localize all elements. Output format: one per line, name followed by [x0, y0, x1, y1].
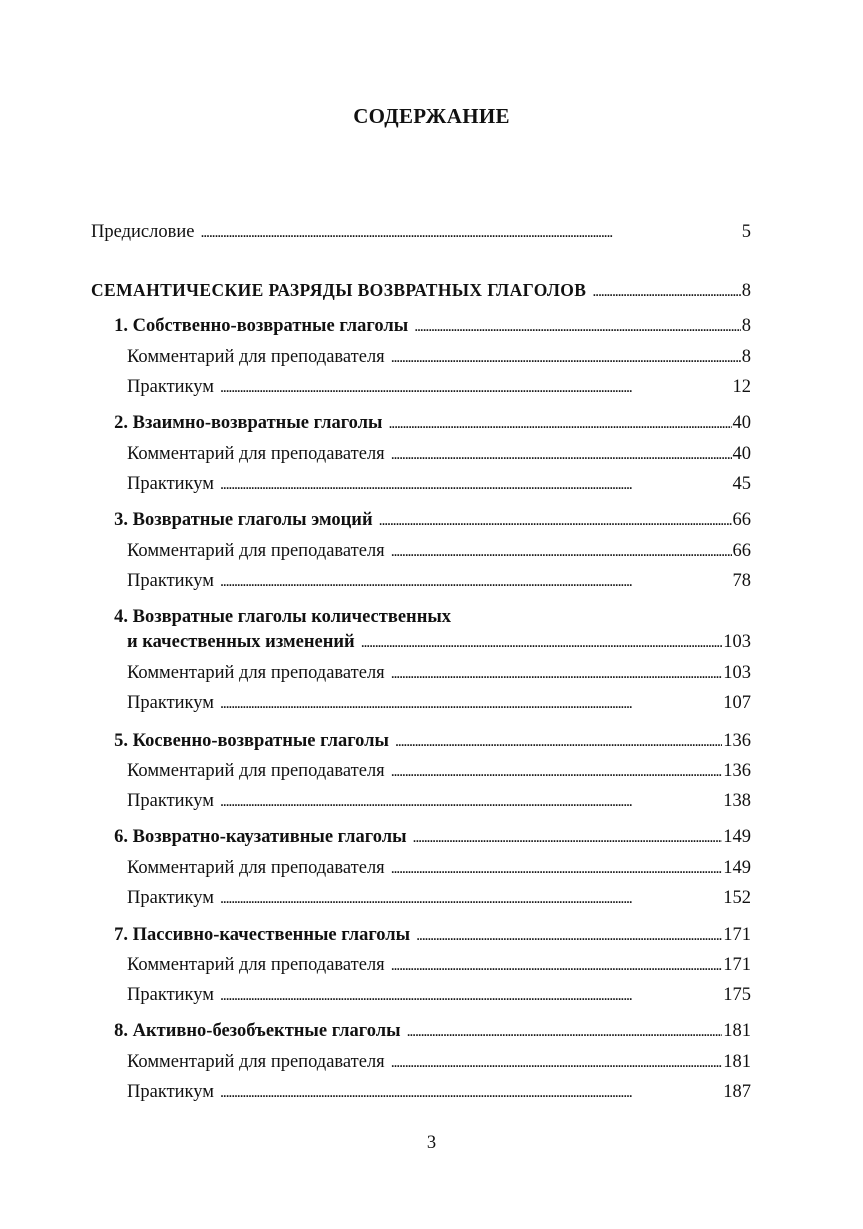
toc-entry-page: 175 — [723, 985, 751, 1005]
toc-subentry-label: Практикум — [127, 571, 214, 591]
leader-dots — [220, 569, 732, 594]
leader-dots — [391, 661, 723, 686]
toc-subentry-label: Практикум — [127, 888, 214, 908]
toc-entry-page: 138 — [723, 791, 751, 811]
leader-dots — [391, 856, 723, 881]
toc-section-2[interactable] — [92, 411, 751, 436]
leader-dots — [414, 314, 741, 339]
leader-dots — [391, 539, 732, 564]
section-number: 4. — [114, 607, 128, 627]
toc-entry-page: 8 — [741, 316, 751, 336]
toc-section-label — [92, 411, 388, 435]
toc-entry-page: 5 — [741, 222, 751, 242]
leader-dots — [413, 825, 723, 850]
toc-subentry-practice[interactable] — [127, 983, 751, 1008]
leader-dots — [361, 630, 723, 655]
toc-entry-preface[interactable] — [91, 220, 751, 245]
toc-subentry-practice[interactable] — [127, 691, 751, 716]
leader-dots — [220, 789, 722, 814]
toc-subentry-label: Комментарий для преподавателя — [127, 1052, 385, 1072]
toc-entry-page: 8 — [741, 347, 751, 367]
toc-entry-page: 103 — [723, 663, 751, 683]
toc-section-label — [92, 923, 416, 947]
toc-subentry-label: Практикум — [127, 985, 214, 1005]
leader-dots — [220, 472, 732, 497]
toc-part-label: СЕМАНТИЧЕСКИЕ РАЗРЯДЫ ВОЗВРАТНЫХ ГЛАГОЛОВ — [91, 280, 587, 300]
toc-entry-page: 152 — [723, 888, 751, 908]
toc-subentry-label: Комментарий для преподавателя — [127, 761, 385, 781]
section-title: Возвратно-каузативные глаголы — [132, 827, 407, 847]
toc-subentry-comment[interactable] — [127, 661, 751, 686]
toc-section-6[interactable] — [92, 825, 751, 850]
toc-entry-page: 66 — [732, 541, 751, 561]
leader-dots — [388, 411, 731, 436]
leader-dots — [220, 886, 722, 911]
leader-dots — [220, 983, 722, 1008]
toc-subentry-label: Комментарий для преподавателя — [127, 663, 385, 683]
toc-section-label — [92, 825, 413, 849]
section-number: 5. — [114, 731, 128, 751]
section-number: 8. — [114, 1021, 128, 1041]
toc-section-3[interactable] — [92, 508, 751, 533]
toc-entry-part[interactable] — [91, 278, 751, 304]
toc-entry-page: 149 — [723, 827, 751, 847]
section-number: 2. — [114, 413, 128, 433]
toc-entry-page: 107 — [723, 693, 751, 713]
toc-subentry-label: Комментарий для преподавателя — [127, 858, 385, 878]
toc-section-4[interactable] — [127, 630, 751, 655]
leader-dots — [220, 375, 732, 400]
toc-entry-page: 103 — [723, 632, 751, 652]
toc-section-label — [92, 508, 379, 532]
leader-dots — [220, 1080, 722, 1105]
toc-subentry-practice[interactable] — [127, 375, 751, 400]
toc-entry-page: 12 — [732, 377, 751, 397]
toc-entry-page: 136 — [723, 731, 751, 751]
leader-dots — [407, 1019, 723, 1044]
section-number: 1. — [114, 316, 128, 336]
toc-entry-page: 181 — [723, 1052, 751, 1072]
leader-dots — [592, 279, 740, 304]
toc-entry-page: 66 — [732, 510, 751, 530]
toc-entry-page: 45 — [732, 474, 751, 494]
leader-dots — [391, 1050, 723, 1075]
toc-subentry-practice[interactable] — [127, 569, 751, 594]
toc-entry-page: 171 — [723, 925, 751, 945]
toc-subentry-label: Практикум — [127, 791, 214, 811]
toc-entry-page: 40 — [732, 444, 751, 464]
leader-dots — [391, 759, 723, 784]
toc-section-8[interactable] — [92, 1019, 751, 1044]
toc-subentry-label: Практикум — [127, 377, 214, 397]
leader-dots — [391, 442, 732, 467]
toc-section-4-line1[interactable] — [92, 605, 451, 629]
section-number: 3. — [114, 510, 128, 530]
toc-entry-page: 149 — [723, 858, 751, 878]
toc-subentry-comment[interactable] — [127, 345, 751, 370]
toc-subentry-label: Практикум — [127, 693, 214, 713]
toc-subentry-practice[interactable] — [127, 886, 751, 911]
leader-dots — [200, 220, 740, 245]
toc-section-label — [92, 314, 414, 338]
toc-entry-label: Предисловие — [91, 222, 195, 242]
section-title: Возвратные глаголы эмоций — [132, 510, 373, 530]
toc-entry-page: 187 — [723, 1082, 751, 1102]
toc-subentry-comment[interactable] — [127, 539, 751, 564]
toc-subentry-label: Комментарий для преподавателя — [127, 541, 385, 561]
section-title: Косвенно-возвратные глаголы — [132, 731, 389, 751]
section-title: Активно-безобъектные глаголы — [132, 1021, 401, 1041]
leader-dots — [395, 729, 722, 754]
toc-entry-page: 136 — [723, 761, 751, 781]
page-title: СОДЕРЖАНИЕ — [353, 104, 510, 128]
toc-section-label — [92, 729, 395, 753]
toc-subentry-practice[interactable] — [127, 1080, 751, 1105]
section-number: 6. — [114, 827, 128, 847]
toc-subentry-label: Практикум — [127, 1082, 214, 1102]
leader-dots — [379, 508, 732, 533]
section-title: Пассивно-качественные глаголы — [132, 925, 411, 945]
page-number: 3 — [426, 1133, 437, 1153]
toc-section-label — [92, 1019, 407, 1043]
toc-entry-page: 40 — [732, 413, 751, 433]
toc-subentry-label: Комментарий для преподавателя — [127, 444, 385, 464]
leader-dots — [391, 345, 741, 370]
section-title-line1: Возвратные глаголы количественных — [132, 607, 452, 627]
toc-subentry-comment[interactable] — [127, 442, 751, 467]
leader-dots — [220, 691, 722, 716]
toc-entry-page: 78 — [732, 571, 751, 591]
toc-entry-page: 171 — [723, 955, 751, 975]
toc-section-1[interactable] — [92, 314, 751, 339]
toc-subentry-practice[interactable] — [127, 472, 751, 497]
toc-subentry-label: Комментарий для преподавателя — [127, 347, 385, 367]
leader-dots — [391, 953, 723, 978]
section-title: Собственно-возвратные глаголы — [132, 316, 409, 336]
toc-subentry-comment[interactable] — [127, 1050, 751, 1075]
toc-subentry-label: Практикум — [127, 474, 214, 494]
toc-subentry-practice[interactable] — [127, 789, 751, 814]
toc-entry-page: 181 — [723, 1021, 751, 1041]
section-title-line2: и качественных изменений — [127, 632, 355, 652]
leader-dots — [416, 923, 722, 948]
toc-section-5[interactable] — [92, 729, 751, 754]
toc-subentry-comment[interactable] — [127, 856, 751, 881]
toc-entry-page: 8 — [741, 281, 751, 301]
toc-section-7[interactable] — [92, 923, 751, 948]
section-title: Взаимно-возвратные глаголы — [132, 413, 383, 433]
toc-subentry-comment[interactable] — [127, 759, 751, 784]
toc-subentry-comment[interactable] — [127, 953, 751, 978]
toc-subentry-label: Комментарий для преподавателя — [127, 955, 385, 975]
section-number: 7. — [114, 925, 128, 945]
